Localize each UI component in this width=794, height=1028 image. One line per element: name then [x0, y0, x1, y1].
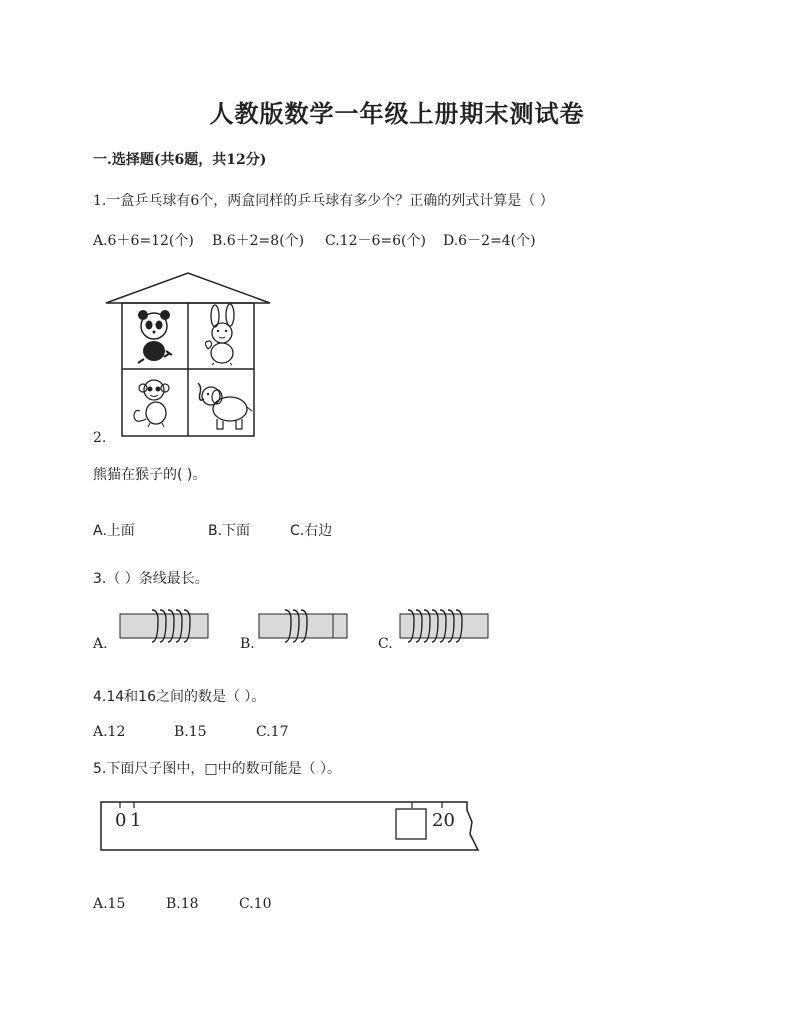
q3-option-a: A.: [93, 636, 108, 652]
question-4-text: 4.14和16之间的数是（ ）。: [93, 689, 266, 705]
coil-figure-b: [257, 608, 349, 644]
section-heading: 一.选择题(共6题，共12分): [93, 152, 267, 168]
question-1-text: 1.一盒乒乓球有6个，两盒同样的乒乓球有多少个？正确的列式计算是（ ）: [93, 193, 554, 209]
coil-figure-c: [398, 608, 490, 644]
rabbit-icon: [205, 304, 234, 365]
q2-option-a: A.上面: [93, 523, 135, 539]
ruler-label-1: 1: [130, 810, 142, 831]
ruler-label-0: 0: [115, 810, 127, 831]
q1-option-c: C.12－6=6(个): [325, 233, 426, 249]
elephant-icon: [198, 383, 252, 429]
q3-option-b: B.: [240, 636, 255, 652]
q1-option-a: A.6＋6=12(个): [93, 233, 194, 249]
q4-option-a: A.12: [93, 724, 126, 740]
q3-option-c: C.: [378, 636, 393, 652]
q5-option-c: C.10: [239, 896, 272, 912]
q2-option-b: B.下面: [208, 523, 251, 539]
q5-option-b: B.18: [166, 896, 199, 912]
q5-option-a: A.15: [93, 896, 126, 912]
q2-option-c: C.右边: [290, 523, 333, 539]
answer-box: [396, 809, 426, 839]
animal-house-figure: [104, 271, 272, 439]
q4-option-c: C.17: [256, 724, 289, 740]
monkey-icon: [134, 380, 169, 427]
question-2-number: 2.: [93, 430, 107, 446]
panda-icon: [138, 310, 172, 363]
question-3-text: 3.（ ）条线最长。: [93, 571, 209, 587]
ruler-label-20: 20: [432, 810, 455, 831]
q1-option-d: D.6－2=4(个): [443, 233, 536, 249]
coil-figure-a: [118, 608, 210, 644]
q4-option-b: B.15: [174, 724, 207, 740]
q1-option-b: B.6＋2=8(个): [212, 233, 305, 249]
question-2-text: 熊猫在猴子的( )。: [93, 467, 207, 483]
ruler-figure: [100, 800, 482, 854]
question-5-text: 5.下面尺子图中，□中的数可能是（ ）。: [93, 761, 342, 777]
page-title: 人教版数学一年级上册期末测试卷: [209, 99, 585, 128]
